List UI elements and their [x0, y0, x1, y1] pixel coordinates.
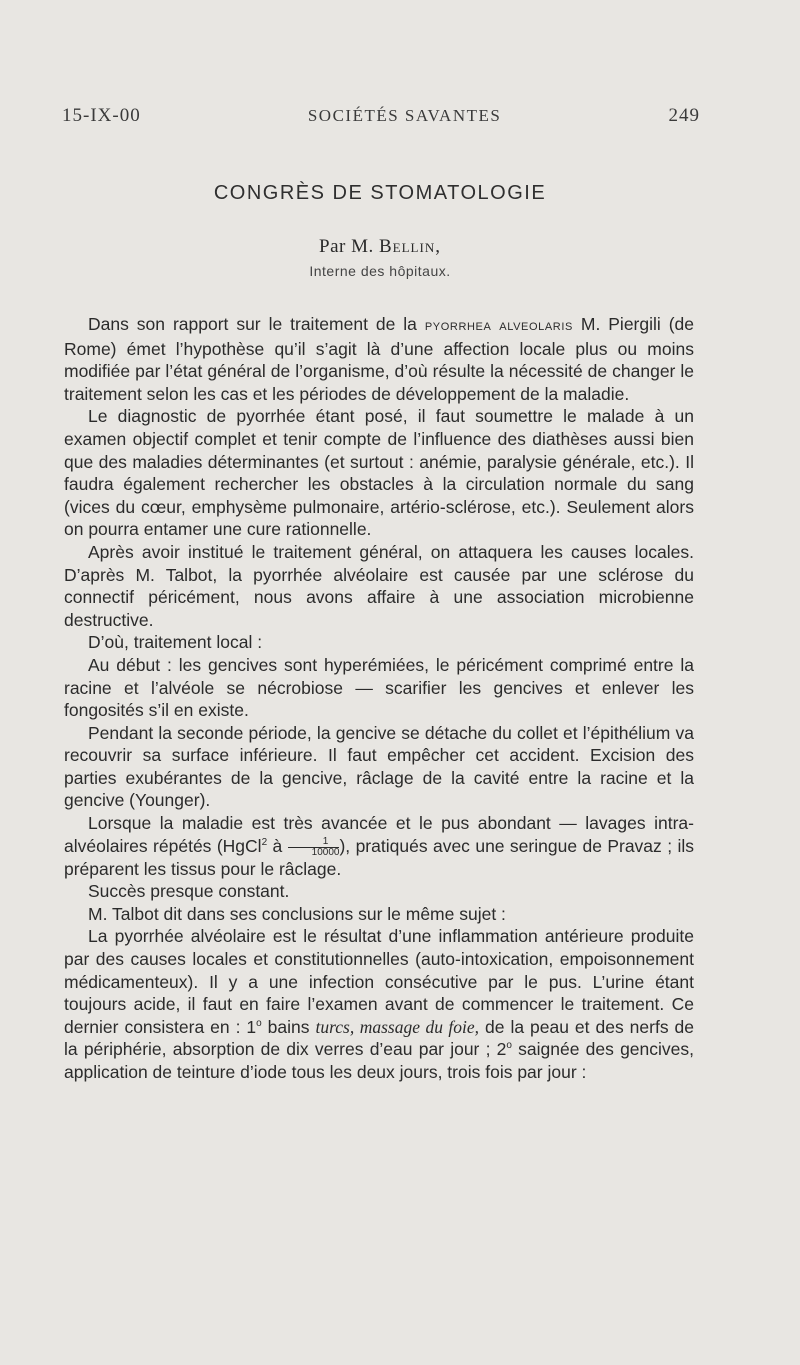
- page-number: 249: [668, 105, 700, 126]
- disease-name: pyorrhea alveolaris: [424, 317, 573, 334]
- issue-date: 15-IX-00: [62, 105, 141, 126]
- byline: [0, 236, 760, 258]
- author-affiliation: Interne des hôpitaux.: [309, 263, 451, 279]
- paragraph-8: Succès presque constant.: [88, 881, 290, 902]
- paragraph-2: Le diagnostic de pyorrhée étant posé, il faut soumettre le malade à un examen objectif complet et tenir compte de l’influence des diathèses aussi bien que des maladies déterminantes (et surtout : anémie, paralysie générale, etc.). Il faudra également rechercher les obstacles à la circulation normale du sang (vices du cœur, emphysème pulmonaire, artério-sclérose, etc.). Seulement alors on pourra entamer une cure rationnelle.: [64, 406, 694, 540]
- page-header: [62, 105, 700, 127]
- paragraph-3: Après avoir institué le traitement général, on attaquera les causes locales. D’après M. Talbot, la pyorrhée alvéolaire est causée par une sclérose du connectif péricément, nous avons affaire à une association microbienne destructive.: [64, 541, 694, 630]
- paragraph-4: D’où, traitement local :: [88, 632, 263, 653]
- italic-phrase: turcs, massage du foie,: [315, 1016, 480, 1037]
- running-title: SOCIÉTÉS SAVANTES: [307, 106, 502, 125]
- paragraph-5: Au début : les gencives sont hyperémiées, le péricément comprimé entre la racine et l’alvéole se nécrobiose — scarifier les gencives et enlever les fongosités s’il en existe.: [64, 654, 694, 721]
- paragraph-10: La pyorrhée alvéolaire est le résultat d’une inflammation antérieure produite par des causes locales et constitutionnelles (auto-intoxication, empoisonnement médicamenteux). Il y a une infection consécutive par le pus. L’urine étant toujours acide, il faut en faire l’examen avant de commencer le traitement. Ce dernier consistera en : 1$^o$ bains turcs, massage du foie, de la peau et des nerfs de la périphérie, absorption de dix verres d’eau par jour ; 2$^o$ saignée des gencives, application de teinture d’iode tous les deux jours, trois fois par jour :: [64, 926, 694, 1082]
- paragraph-7: Lorsque la maladie est très avancée et le pus abondant — lavages intra-alvéolaires répétés (HgCl$^2$ à $\frac{1}{10000}$ ), pratiqués avec une seringue de Pravaz ; ils préparent les tissus pour le râclage.: [64, 813, 694, 879]
- author-name: Bellin,: [379, 236, 441, 257]
- paragraph-9: M. Talbot dit dans ses conclusions sur le même sujet :: [88, 903, 506, 924]
- article-title: CONGRÈS DE STOMATOLOGIE: [213, 182, 547, 204]
- paragraph-1: Dans son rapport sur le traitement de la pyorrhea alveolaris M. Piergili (de Rome) émet l’hypothèse qu’il s’agit là d’une affection locale plus ou moins modifiée par l’état général de l’organisme, d’où résulte la nécessité de changer le traitement selon les cas et les périodes de développement de la maladie.: [64, 314, 694, 404]
- byline-prefix: Par M.: [319, 236, 374, 257]
- paragraph-6: Pendant la seconde période, la gencive se détache du collet et l’épithélium va recouvrir sa surface inférieure. Il faut empêcher cet accident. Excision des parties exubérantes de la gencive, râclage de la cavité entre la racine et la gencive (Younger).: [64, 722, 694, 811]
- article-body: [64, 313, 694, 1083]
- fraction: $\frac{1}{10000}$: [288, 837, 340, 858]
